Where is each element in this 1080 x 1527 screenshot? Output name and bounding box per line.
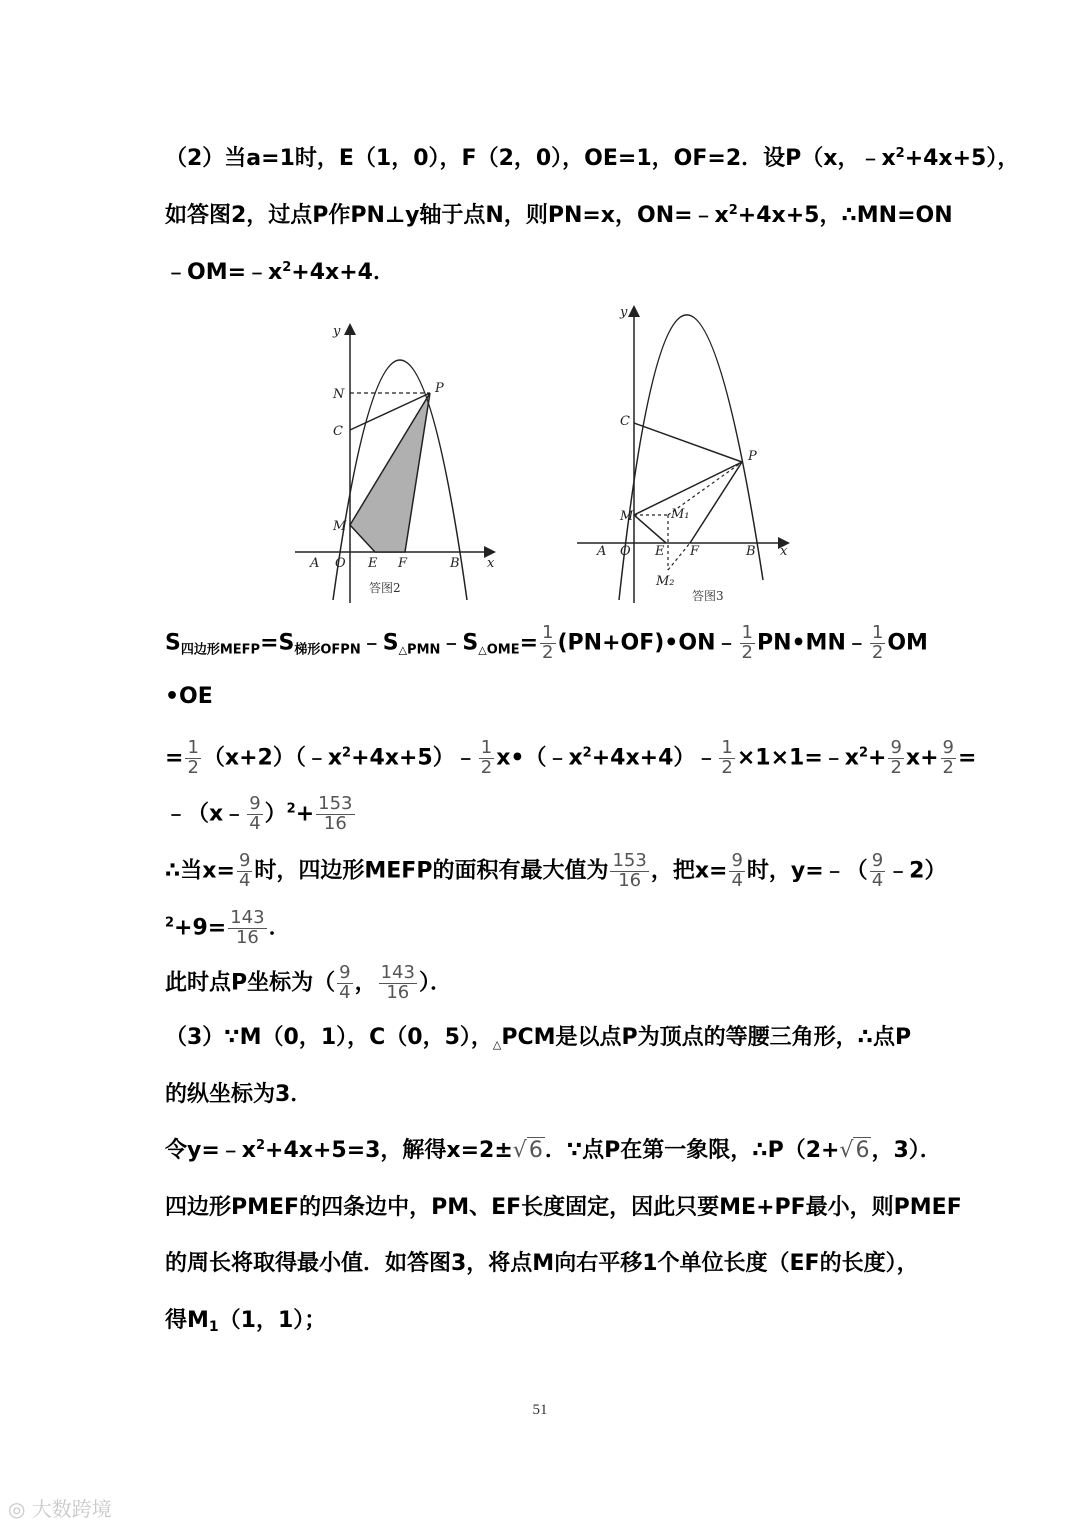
- label-m1: M₁: [671, 507, 690, 522]
- label-p: P: [435, 381, 444, 396]
- text-line-8: ∴当x= $\frac{9}{4}$ 时，四边形MEFP的面积有最大值为 $\frac{153}{16}$ ，把x= $\frac{9}{4}$ 时，y=﹣（ $\frac{9}{4}$ ﹣2）: [165, 850, 947, 891]
- text-line-9: $^2$+9= $\frac{143}{16}$ ．: [165, 907, 291, 948]
- label-m: M: [620, 509, 634, 524]
- watermark-logo-icon: ◎: [8, 1497, 26, 1521]
- label-m: M: [333, 519, 347, 534]
- text-line-12: 的纵坐标为3．: [165, 1082, 313, 1107]
- segment-m-e: [634, 515, 666, 543]
- text-line-10: 此时点P坐标为（ $\frac{9}{4}$ ， $\frac{143}{16}$ ）．: [165, 962, 452, 1003]
- text-line-5: •OE: [165, 684, 213, 709]
- label-y: y: [333, 324, 341, 339]
- label-p: P: [748, 449, 757, 464]
- label-c: C: [620, 414, 630, 429]
- text-line-13: 令$y=﹣x^2+4x+5=3$，解得x=2±√6．∵点P在第一象限，∴P（2+√6，3）．: [165, 1138, 942, 1163]
- text-line-14: 四边形PMEF的四条边中，PM、EF长度固定，因此只要ME+PF最小，则PMEF: [165, 1195, 962, 1220]
- label-x: x: [780, 544, 788, 559]
- label-b: B: [450, 556, 460, 571]
- figure-2-caption: 答图2: [369, 581, 401, 595]
- label-o: O: [335, 556, 346, 571]
- label-e: E: [655, 544, 665, 559]
- text-line-3: $﹣OM=﹣x^2+4x+4$．: [165, 260, 395, 285]
- segment-m2-f: [668, 543, 690, 570]
- label-a: A: [597, 544, 607, 559]
- shaded-region-mefp: [350, 393, 430, 552]
- label-x: x: [487, 556, 495, 571]
- text-line-4: $S_{四边形MEFP}=S_{梯形OFPN}﹣S\triangle_{PMN}﹣S\triangle_{OME}=$ $\frac{1}{2}$ (PN+OF)•ON﹣ $\frac{1}{2}$ PN•MN﹣ $\frac{1}{2}$ OM: [165, 622, 928, 663]
- text-line-1: （2）当a=1时，E（1，0），F（2，0），OE=1，OF=2．设P（x，$﹣x^2+4x+5$），: [165, 146, 1020, 171]
- page-number: 51: [532, 1402, 548, 1418]
- label-y: y: [620, 305, 628, 320]
- text-line-6: = $\frac{1}{2}$ $(x+2)(﹣x^2+4x+5)﹣$ $\frac{1}{2}$ $x•(﹣x^2+4x+4)﹣$ $\frac{1}{2}$ $\times 1\times 1=﹣x^2+$ $\frac{9}{2}$ x+ $\frac{9}{2}$ =: [165, 737, 977, 778]
- label-a: A: [310, 556, 320, 571]
- text-line-2: 如答图2，过点P作PN⊥y轴于点N，则PN=x，$ON=﹣x^2+4x+5$，∴MN=ON: [165, 203, 953, 228]
- figure-answer-2: [290, 318, 500, 608]
- watermark-text: 大数跨境: [31, 1497, 112, 1521]
- figure-3-caption: 答图3: [692, 589, 724, 603]
- label-b: B: [746, 544, 756, 559]
- figure-answer-3: [572, 300, 796, 610]
- watermark: [8, 1493, 168, 1519]
- text-line-7: ﹣（x﹣ $\frac{9}{4}$ ）$^2$+ $\frac{153}{16}$: [165, 793, 353, 834]
- label-c: C: [333, 424, 343, 439]
- segment-cp: [634, 423, 742, 462]
- label-n: N: [333, 387, 345, 402]
- label-f: F: [690, 544, 700, 559]
- text-line-11: （3）∵M（0，1），C（0，5），△PCM是以点P为顶点的等腰三角形，∴点P: [165, 1025, 912, 1051]
- label-e: E: [368, 556, 378, 571]
- text-line-15: 的周长将取得最小值．如答图3，将点M向右平移1个单位长度（EF的长度），: [165, 1251, 919, 1276]
- label-o: O: [620, 544, 631, 559]
- label-f: F: [398, 556, 408, 571]
- text-line-16: 得$M_1(1$，1）；: [165, 1308, 327, 1335]
- label-m2: M₂: [656, 574, 675, 589]
